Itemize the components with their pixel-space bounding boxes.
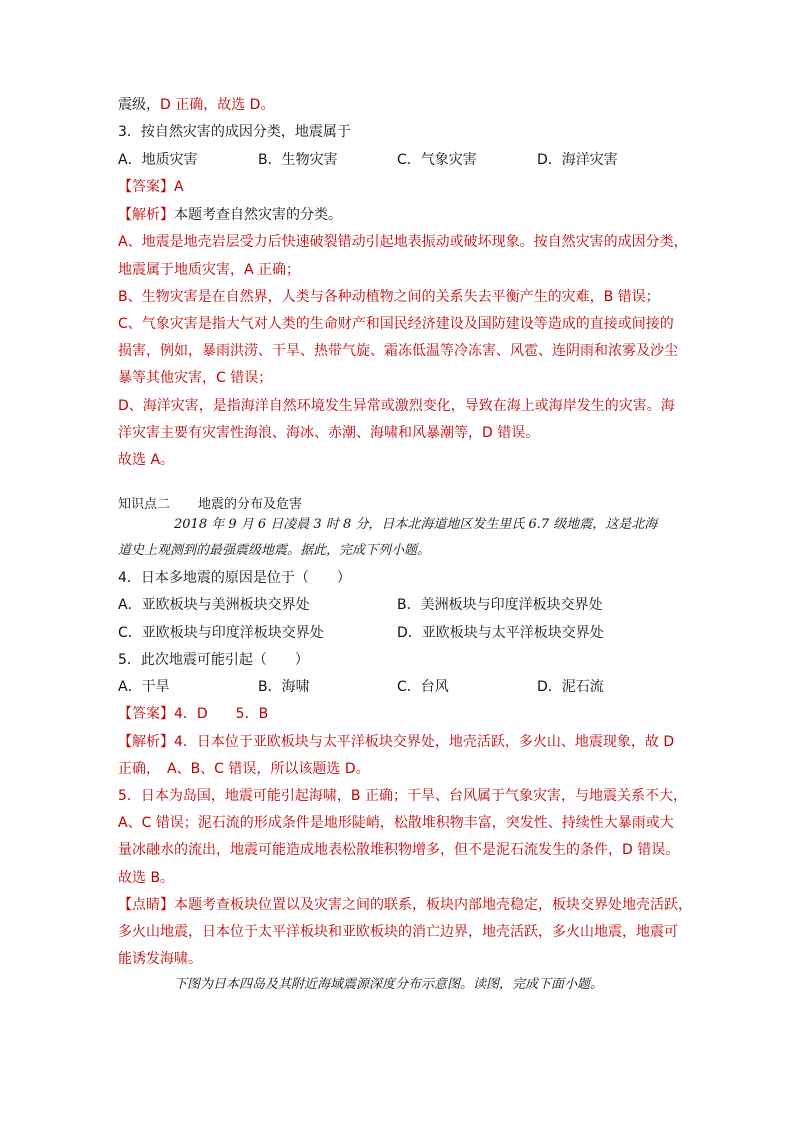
section-title: 地震的分布及危害 (198, 497, 303, 512)
q3-analysis-heading (118, 206, 342, 224)
q3-analysis-line: 暴等其他灾害，C 错误； (118, 370, 273, 386)
q45-analysis-line: 正确， A、B、C 错误，所以该题选 D。 (118, 761, 370, 777)
q2-conclusion-pre: 震级， (118, 97, 160, 113)
q3-answer-tag: 【答案】 (118, 179, 174, 195)
q5-stem: 5．此次地震可能引起（ ） (118, 652, 309, 668)
q3-answer-value: A (174, 179, 184, 195)
next-material: 下图为日本四岛及其附近海域震源深度分布示意图。读图，完成下面小题。 (174, 977, 604, 992)
comment-line: 多火山地震，日本位于太平洋板块和亚欧板块的消亡边界，地壳活跃，多火山地震，地震可 (118, 924, 678, 940)
section-heading (118, 496, 302, 514)
q5-option-a: A．干旱 (118, 679, 170, 695)
q3-option-b: B．生物灾害 (258, 152, 338, 168)
comment-first (118, 896, 692, 914)
q3-analysis-line: 地震属于地质灾害，A 正确； (118, 262, 301, 278)
q3-analysis-line: C、气象灾害是指大气对人类的生命财产和国民经济建设及国防建设等造成的直接或间接的 (118, 316, 674, 332)
q5-option-c: C．台风 (397, 679, 449, 695)
q3-analysis-line: 洋灾害主要有灾害性海浪、海冰、赤潮、海啸和风暴潮等，D 错误。 (118, 425, 540, 441)
q45-analysis-line: A、C 错误；泥石流的形成条件是地形陡峭，松散堆积物丰富，突发性、持续性大暴雨或大 (118, 815, 674, 831)
comment-line: 本题考查板块位置以及灾害之间的联系，板块内部地壳稳定，板块交界处地壳活跃， (174, 897, 692, 913)
q4-option-c: C．亚欧板块与印度洋板块交界处 (118, 625, 324, 641)
q3-analysis-line: D、海洋灾害，是指海洋自然环境发生异常或激烈变化，导致在海上或海岸发生的灾害。海 (118, 398, 675, 414)
q45-analysis-line: 量冰融水的流出，地震可能造成地表松散堆积物增多，但不是泥石流发生的条件，D 错误。 (118, 842, 680, 858)
q3-option-c: C．气象灾害 (397, 152, 477, 168)
q3-answer (118, 178, 184, 196)
material-line: 道史上观测到的最强震级地震。据此，完成下列小题。 (118, 543, 431, 558)
q4-stem: 4．日本多地震的原因是位于（ ） (118, 570, 351, 586)
q3-analysis-tag: 【解析】 (118, 207, 174, 223)
q45-analysis-line: 5．日本为岛国，地震可能引起海啸，B 正确；干旱、台风属于气象灾害，与地震关系不大， (118, 788, 687, 804)
q5-option-b: B．海啸 (258, 679, 310, 695)
q45-analysis-line: 4．日本位于亚欧板块与太平洋板块交界处，地壳活跃，多火山、地震现象，故 D (174, 734, 675, 750)
q3-analysis-intro: 本题考查自然灾害的分类。 (174, 207, 342, 223)
q4-option-d: D．亚欧板块与太平洋板块交界处 (397, 625, 604, 641)
q5-option-d: D．泥石流 (537, 679, 604, 695)
material-line: 2018 年 9 月 6 日凌晨 3 时 8 分，日本北海道地区发生里氏 6.7 级地震，这是北海 (174, 517, 658, 532)
q4-option-b: B．美洲板块与印度洋板块交界处 (397, 597, 603, 613)
q3-analysis-line: 故选 A。 (118, 452, 175, 468)
comment-tag: 【点睛】 (118, 897, 174, 913)
q45-analysis-tag: 【解析】 (118, 734, 174, 750)
q2-conclusion-red: D 正确，故选 D。 (160, 97, 275, 113)
q3-option-a: A．地质灾害 (118, 152, 198, 168)
q3-stem: 3．按自然灾害的成因分类，地震属于 (118, 124, 351, 140)
q45-answer-tag: 【答案】 (118, 706, 174, 722)
q3-analysis-line: A、地震是地壳岩层受力后快速破裂错动引起地表振动或破坏现象。按自然灾害的成因分类， (118, 234, 688, 250)
q45-answer (118, 705, 268, 723)
q3-analysis-line: B、生物灾害是在自然界，人类与各种动植物之间的关系失去平衡产生的灾难，B 错误； (118, 289, 660, 305)
q3-analysis-line: 损害，例如，暴雨洪涝、干旱、热带气旋、霜冻低温等冷冻害、风雹、连阴雨和浓雾及沙尘 (118, 343, 678, 359)
q3-option-d: D．海洋灾害 (537, 152, 618, 168)
comment-line: 能诱发海啸。 (118, 951, 202, 967)
q2-conclusion (118, 96, 274, 114)
q45-answer-value: 4．D 5．B (174, 706, 269, 722)
section-label: 知识点二 (118, 497, 171, 512)
q45-analysis-line: 故选 B。 (118, 870, 175, 886)
q45-analysis-first (118, 733, 674, 751)
q4-option-a: A．亚欧板块与美洲板块交界处 (118, 597, 310, 613)
